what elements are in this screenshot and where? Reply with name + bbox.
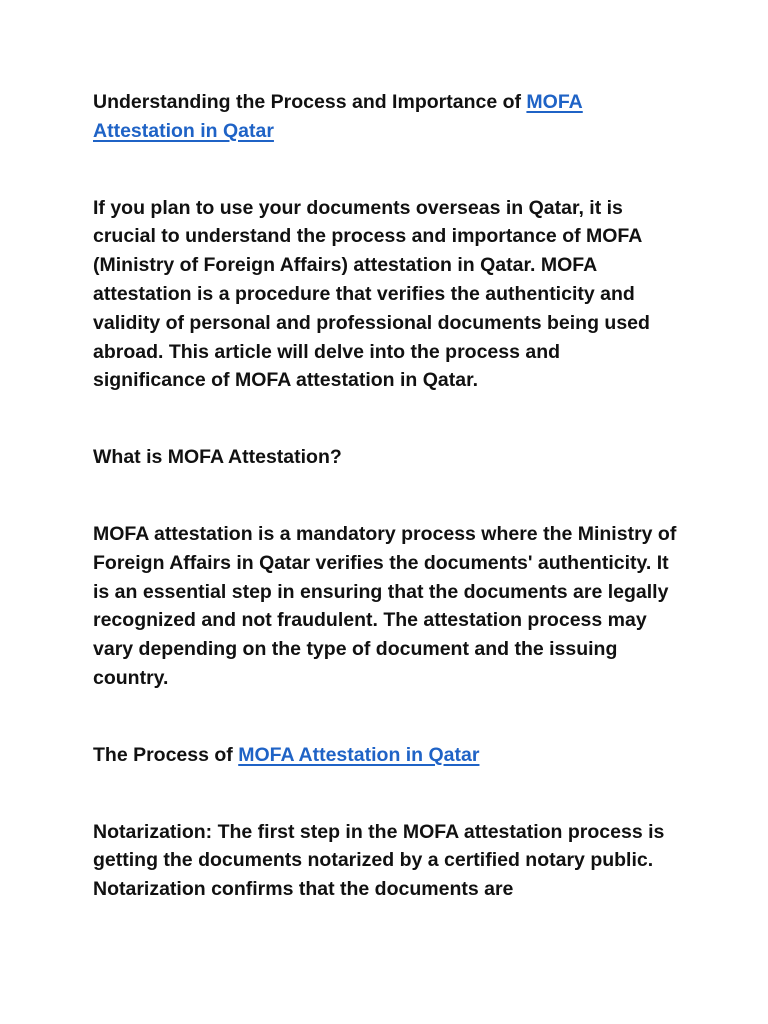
section2-heading	[93, 741, 678, 770]
intro-paragraph: If you plan to use your documents overseas in Qatar, it is crucial to understand the process and importance of MOFA (Ministry of Foreign Affairs) attestation in Qatar. MOFA attestation is a procedure that verifies the authenticity and validity of personal and professional documents being used abroad. This article will delve into the process and significance of MOFA attestation in Qatar.	[93, 196, 650, 392]
section2-heading-link[interactable]: MOFA Attestation in Qatar	[238, 743, 480, 766]
document-title	[93, 88, 678, 146]
document-page	[93, 88, 678, 952]
section1-heading: What is MOFA Attestation?	[93, 446, 342, 469]
title-prefix: Understanding the Process and Importance of	[93, 91, 527, 113]
title-link[interactable]: MOFA Attestation in Qatar	[93, 91, 583, 142]
section2-heading-prefix: The Process of	[93, 743, 239, 766]
section2-paragraph: Notarization: The first step in the MOFA attestation process is getting the documents notarized by a certified notary public. Notarization confirms that the documents are	[93, 820, 665, 901]
section1-paragraph: MOFA attestation is a mandatory process where the Ministry of Foreign Affairs in Qatar verifies the documents' authenticity. It is an essential step in ensuring that the documents are legally recognized and not fraudulent. The attestation process may vary depending on the type of document and the issuing country.	[93, 522, 677, 689]
